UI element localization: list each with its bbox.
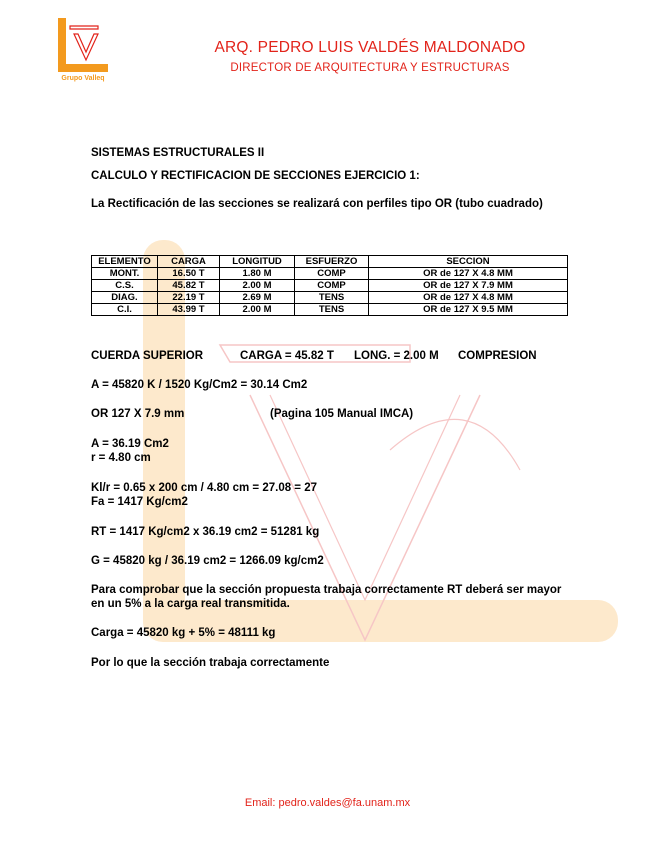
table-cell: 2.00 M <box>220 304 295 316</box>
table-row <box>92 304 568 316</box>
doc-intro: La Rectificación de las secciones se realizará con perfiles tipo OR (tubo cuadrado) <box>91 198 543 210</box>
calc-length: LONG. = 2.00 M <box>354 350 439 362</box>
table-header-cell: SECCION <box>369 256 568 268</box>
table-cell: TENS <box>295 304 369 316</box>
table-cell: TENS <box>295 292 369 304</box>
calc-stress: COMPRESION <box>458 350 537 362</box>
calc-area: A = 36.19 Cm2 <box>91 438 169 450</box>
calc-profile: OR 127 X 7.9 mm <box>91 408 185 420</box>
calc-g: G = 45820 kg / 36.19 cm2 = 1266.09 kg/cm2 <box>91 555 324 567</box>
watermark-arc <box>390 419 520 470</box>
calc-load-plus: Carga = 45820 kg + 5% = 48111 kg <box>91 627 276 639</box>
table-cell: COMP <box>295 268 369 280</box>
calc-area-required: A = 45820 K / 1520 Kg/Cm2 = 30.14 Cm2 <box>91 379 308 391</box>
table-cell: 22.19 T <box>158 292 220 304</box>
table-cell: MONT. <box>92 268 158 280</box>
grupo-valleq-logo <box>52 16 114 82</box>
logo-v-shape <box>70 26 98 60</box>
calc-load: CARGA = 45.82 T <box>240 350 334 362</box>
calc-conclusion: Por lo que la sección trabaja correctamente <box>91 657 330 669</box>
table-cell: 16.50 T <box>158 268 220 280</box>
table-cell: C.S. <box>92 280 158 292</box>
calc-rt: RT = 1417 Kg/cm2 x 36.19 cm2 = 51281 kg <box>91 526 320 538</box>
table-cell: OR de 127 X 4.8 MM <box>369 268 568 280</box>
table-cell: OR de 127 X 7.9 MM <box>369 280 568 292</box>
table-cell: OR de 127 X 9.5 MM <box>369 304 568 316</box>
table-cell: 43.99 T <box>158 304 220 316</box>
doc-exercise: CALCULO Y RECTIFICACION DE SECCIONES EJERCICIO 1: <box>91 170 420 182</box>
doc-subject: SISTEMAS ESTRUCTURALES II <box>91 147 265 159</box>
logo-caption: Grupo Valleq <box>61 75 105 82</box>
calc-fa: Fa = 1417 Kg/cm2 <box>91 496 188 508</box>
table-header-cell: ESFUERZO <box>295 256 369 268</box>
table-header-cell: ELEMENTO <box>92 256 158 268</box>
table-header-row <box>92 256 568 268</box>
table-cell: 2.00 M <box>220 280 295 292</box>
sections-table <box>91 255 568 316</box>
table-cell: 2.69 M <box>220 292 295 304</box>
calc-slenderness: Kl/r = 0.65 x 200 cm / 4.80 cm = 27.08 = 27 <box>91 482 318 494</box>
calc-check-line1: Para comprobar que la sección propuesta trabaja correctamente RT deberá ser mayor <box>91 584 562 596</box>
table-header-cell: LONGITUD <box>220 256 295 268</box>
header-role: DIRECTOR DE ARQUITECTURA Y ESTRUCTURAS <box>230 62 510 74</box>
table-cell: C.I. <box>92 304 158 316</box>
table-cell: COMP <box>295 280 369 292</box>
table-row <box>92 268 568 280</box>
table-row <box>92 292 568 304</box>
calc-check-line2: en un 5% a la carga real transmitida. <box>91 598 290 610</box>
table-cell: 1.80 M <box>220 268 295 280</box>
calc-element: CUERDA SUPERIOR <box>91 350 204 362</box>
table-row <box>92 280 568 292</box>
calc-manual-ref: (Pagina 105 Manual IMCA) <box>270 408 414 420</box>
footer-email: Email: pedro.valdes@fa.unam.mx <box>244 797 411 809</box>
calc-radius: r = 4.80 cm <box>91 452 151 464</box>
table-header-cell: CARGA <box>158 256 220 268</box>
table-cell: OR de 127 X 4.8 MM <box>369 292 568 304</box>
table-cell: DIAG. <box>92 292 158 304</box>
table-cell: 45.82 T <box>158 280 220 292</box>
header-name: ARQ. PEDRO LUIS VALDÉS MALDONADO <box>214 39 526 56</box>
